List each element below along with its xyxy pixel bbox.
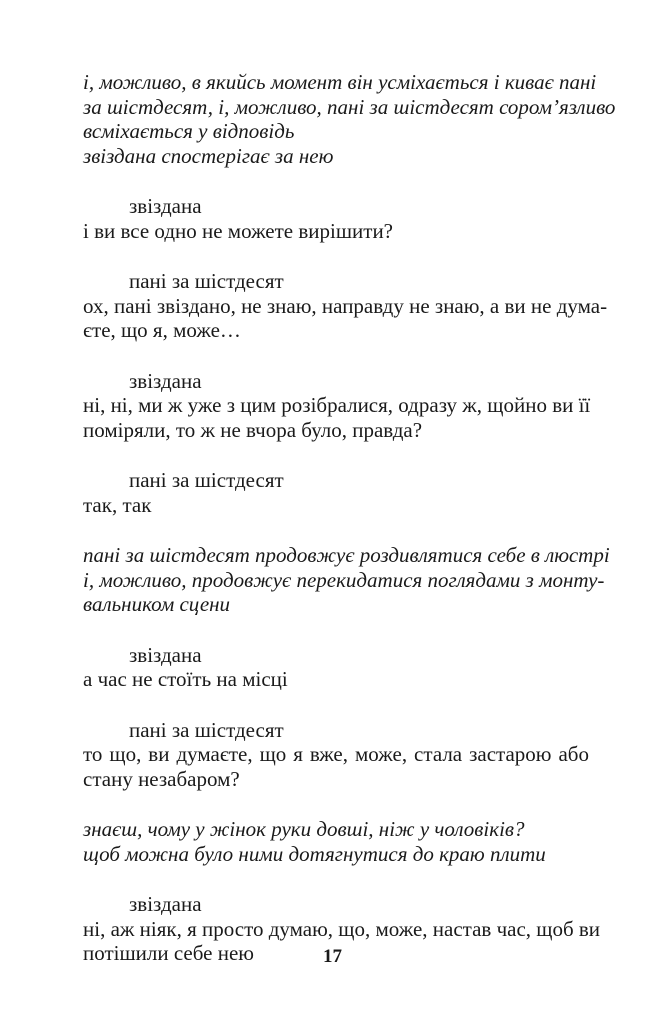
dialogue-block (83, 468, 589, 517)
speech-line: стану незабаром? (83, 766, 240, 791)
speaker-name: пані за шістдесят (129, 717, 284, 742)
speech-line: то що, ви думаєте, що я вже, може, стала застарою або (83, 742, 589, 766)
stage-direction (83, 70, 616, 168)
speech-line: єте, що я, може… (83, 318, 241, 342)
stage-line: за шістдесят, і, можливо, пані за шістдесят сором’язливо (83, 94, 616, 119)
dialogue-block (83, 643, 589, 692)
page-number: 17 (323, 946, 342, 967)
speaker-name: звіздана (129, 194, 202, 218)
speaker-name: звіздана (129, 368, 202, 393)
stage-line: знаєш, чому у жінок руки довші, ніж у чоловіків? (83, 817, 525, 841)
stage-line: щоб можна було ними дотягнутися до краю плити (83, 841, 546, 866)
stage-direction (83, 543, 610, 617)
speech-line: а час не стоїть на місці (83, 667, 288, 691)
stage-direction (83, 817, 589, 866)
speech-line: потішили себе нею (83, 941, 254, 965)
dialogue-block (83, 718, 589, 792)
speaker-name: звіздана (129, 892, 202, 916)
speaker-name: пані за шістдесят (129, 468, 284, 492)
page-text-column (83, 70, 616, 992)
speech-line: так, так (83, 492, 152, 517)
dialogue-block (83, 194, 589, 243)
speech-line: ні, аж ніяк, я просто думаю, що, може, настав час, щоб ви (83, 916, 601, 941)
speech-line: ні, ні, ми ж уже з цим розібралися, одразу ж, щойно ви її (83, 393, 591, 417)
speech-line: поміряли, то ж не вчора було, правда? (83, 417, 423, 442)
stage-line: звіздана спостерігає за нею (83, 143, 334, 168)
speaker-name: звіздана (129, 642, 202, 667)
speech-line: ох, пані звіздано, не знаю, направду не знаю, а ви не дума- (83, 293, 608, 318)
stage-line: всміхається у відповідь (83, 119, 295, 143)
stage-line: і, можливо, продовжує перекидатися поглядами з монту- (83, 567, 605, 592)
stage-line: вальником сцени (83, 592, 231, 616)
stage-line: пані за шістдесят продовжує роздивлятися себе в люстрі (83, 543, 610, 567)
speaker-name: пані за шістдесят (129, 269, 284, 293)
stage-line: і, можливо, в якийсь момент він усміхається і киває пані (83, 70, 597, 94)
dialogue-block (83, 269, 608, 343)
speech-line: і ви все одно не можете вирішити? (83, 218, 394, 243)
dialogue-block (83, 369, 589, 443)
